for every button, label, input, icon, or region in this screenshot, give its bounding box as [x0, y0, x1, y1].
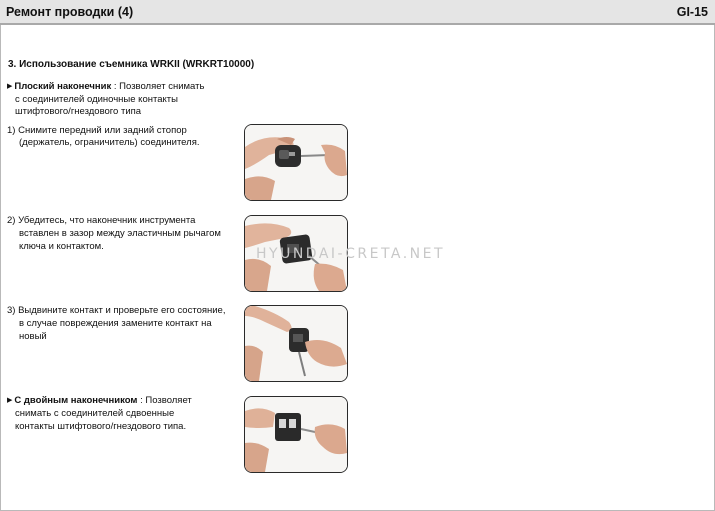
flat-tip-label: Плоский наконечник [14, 81, 112, 92]
step-3-line3: новый [19, 331, 47, 342]
double-tip-label: С двойным наконечником [14, 395, 138, 406]
triangle-bullet-icon: ▶ [7, 397, 13, 404]
photo-double-tip [244, 396, 348, 473]
double-tip-line2: снимать с соединителей сдвоенные [15, 408, 175, 419]
double-tip-text: : Позволяет [137, 395, 192, 406]
step-3-line1: 3) Выдвините контакт и проверьте его состояние, [7, 305, 226, 316]
triangle-bullet-icon: ▶ [7, 83, 13, 90]
step-2-line3: ключа и контактом. [19, 241, 104, 252]
page-header [0, 0, 715, 25]
header-title: Ремонт проводки (4) [6, 5, 134, 19]
flat-tip-line3: штифтового/гнездового типа [15, 106, 142, 117]
step-2-line1: 2) Убедитесь, что наконечник инструмента [7, 215, 196, 226]
step-1-line1: 1) Снимите передний или задний стопор [7, 125, 187, 136]
photo-step-3 [244, 305, 348, 382]
flat-tip-line1 [7, 81, 204, 93]
flat-tip-line2: с соединителей одиночные контакты [15, 94, 178, 105]
section-title: 3. Использование съемника WRKII (WRKRT10000) [8, 59, 255, 70]
photo-step-1 [244, 124, 348, 201]
double-tip-line3: контакты штифтового/гнездового типа. [15, 421, 187, 432]
watermark: HYUNDAI-CRETA.NET [256, 246, 446, 262]
double-tip-line1 [7, 395, 192, 407]
step-3-line2: в случае повреждения замените контакт на [19, 318, 212, 329]
step-1-line2: (держатель, ограничитель) соединителя. [19, 137, 200, 148]
step-2-line2: вставлен в зазор между эластичным рычагом [19, 228, 221, 239]
page-number: GI-15 [676, 5, 708, 19]
flat-tip-text: : Позволяет снимать [111, 81, 205, 92]
